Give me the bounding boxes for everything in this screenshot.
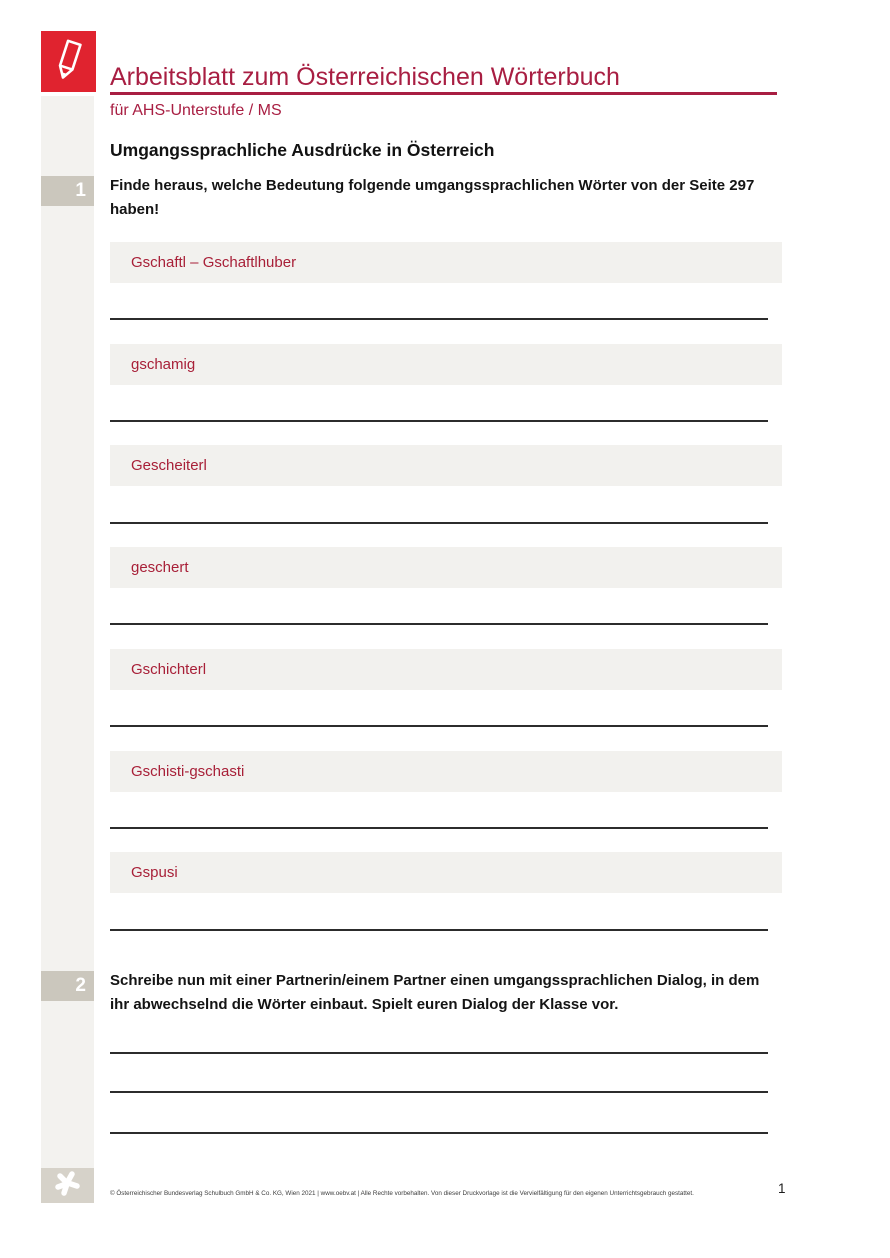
- task-2-instruction: Schreibe nun mit einer Partnerin/einem Partner einen umgangssprachlichen Dialog, in dem ihr abwechselnd die Wörter einbaut. Spielt euren Dialog der Klasse vor.: [110, 972, 760, 1013]
- term-box: [110, 242, 782, 283]
- page-title: Arbeitsblatt zum Österreichischen Wörterbuch: [110, 63, 620, 91]
- term-box: [110, 344, 782, 385]
- answer-line: [110, 1052, 768, 1054]
- publisher-logo-box: [41, 31, 96, 92]
- title-underline: [110, 92, 777, 95]
- answer-line: [110, 1091, 768, 1093]
- answer-line: [110, 725, 768, 727]
- answer-line: [110, 420, 768, 422]
- task-1-number: 1: [41, 176, 94, 206]
- page-subtitle: für AHS-Unterstufe / MS: [110, 102, 282, 119]
- section-heading: Umgangssprachliche Ausdrücke in Österreich: [110, 140, 495, 160]
- left-rail: [41, 96, 94, 1203]
- term-label: Gescheiterl: [131, 457, 207, 474]
- term-label: Gschisti-gschasti: [131, 763, 245, 780]
- page-number: 1: [778, 1181, 786, 1196]
- pencil-icon: [48, 35, 90, 88]
- answer-line: [110, 1132, 768, 1134]
- copyright-notice: © Österreichischer Bundesverlag Schulbuch GmbH & Co. KG, Wien 2021 | www.oebv.at | Alle Rechte vorbehalten. Von dieser Druckvorlage ist die Vervielfältigung für den eigenen Unterrichtsgebrauch gestattet.: [110, 1190, 694, 1197]
- answer-line: [110, 522, 768, 524]
- footer-logo-box: [41, 1168, 94, 1203]
- term-label: Gschichterl: [131, 661, 207, 678]
- term-label: Gschaftl – Gschaftlhuber: [131, 254, 297, 271]
- term-label: gschamig: [131, 356, 196, 373]
- term-box: [110, 445, 782, 486]
- answer-line: [110, 929, 768, 931]
- task-2-number: 2: [41, 971, 94, 1001]
- answer-line: [110, 623, 768, 625]
- task-1-instruction: Finde heraus, welche Bedeutung folgende umgangssprachlichen Wörter von der Seite 297 haben!: [110, 177, 755, 218]
- term-label: Gspusi: [131, 864, 178, 881]
- answer-line: [110, 318, 768, 320]
- answer-line: [110, 827, 768, 829]
- term-box: [110, 751, 782, 792]
- term-box: [110, 852, 782, 893]
- term-box: [110, 547, 782, 588]
- term-box: [110, 649, 782, 690]
- term-label: geschert: [131, 559, 189, 576]
- asterisk-icon: [53, 1169, 83, 1202]
